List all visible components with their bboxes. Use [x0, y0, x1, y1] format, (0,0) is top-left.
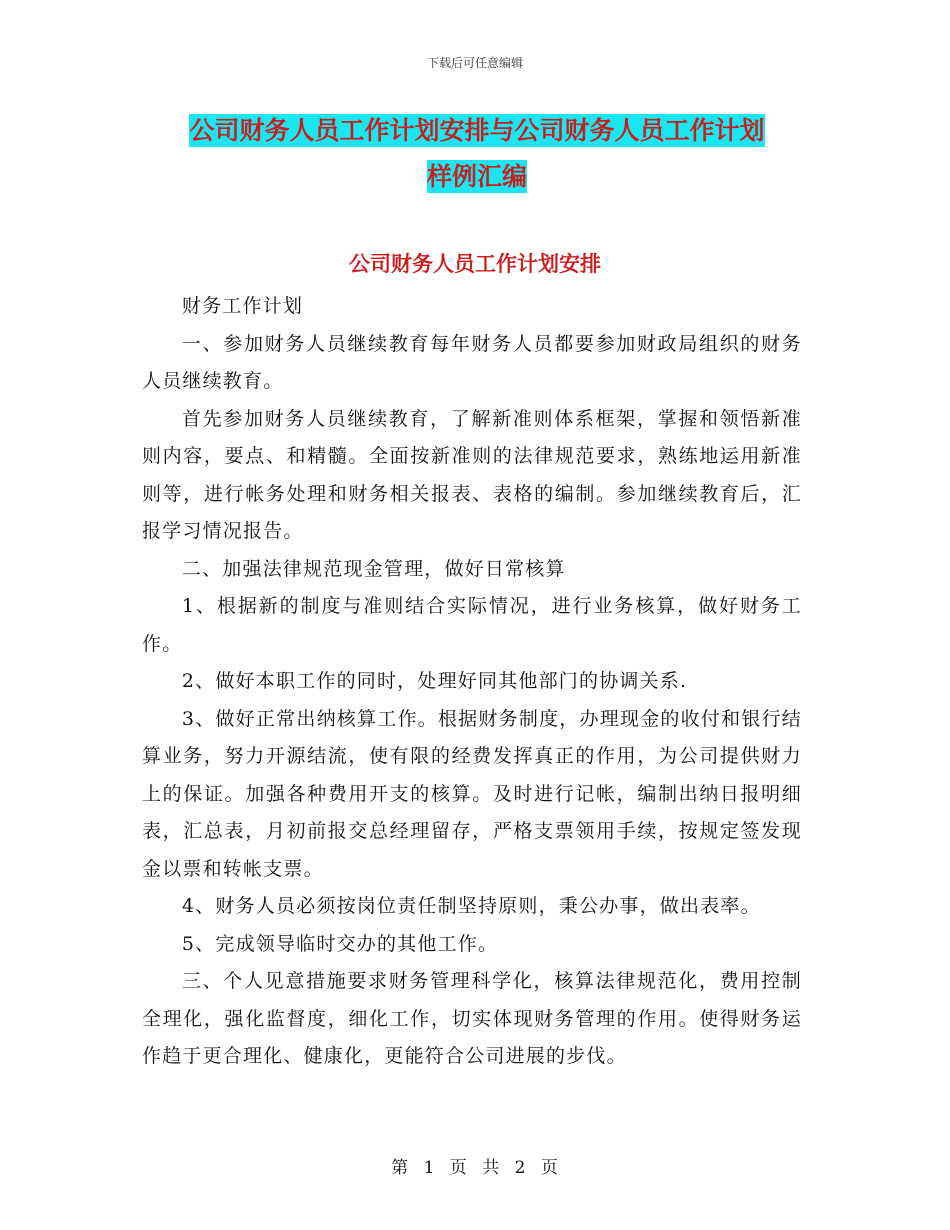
footer-page-char: 页	[449, 1158, 468, 1178]
body-text	[142, 288, 802, 1076]
paragraph: 财务工作计划	[181, 295, 304, 317]
page-footer	[0, 1153, 950, 1178]
document-title-line-2: 样例汇编	[426, 162, 527, 191]
total-page-count: 2	[514, 1158, 527, 1178]
paragraph: 2、做好本职工作的同时，处理好同其他部门的协调关系.	[181, 670, 688, 692]
footer-total-prefix: 共	[482, 1158, 501, 1178]
paragraph: 5、完成领导临时交办的其他工作。	[181, 932, 499, 955]
section-title: 公司财务人员工作计划安排	[349, 252, 601, 276]
paragraph: 4、财务人员必须按岗位责任制坚持原则，秉公办事，做出表率。	[181, 895, 761, 917]
paragraph: 3、做好正常出纳核算工作。根据财务制度，办理现金的收付和银行结算业务，努力开源结流，使有限的经费发挥真正的作用，为公司提供财力上的保证。加强各种费用开支的核算。及时进行记帐，编制出纳日报明细表，汇总表，月初前报交总经理留存，严格支票领用手续，按规定签发现金以票和转帐支票。	[142, 707, 802, 880]
paragraph: 三、个人见意措施要求财务管理科学化，核算法律规范化，费用控制全理化，强化监督度，细化工作，切实体现财务管理的作用。使得财务运作趋于更合理化、健康化，更能符合公司进展的步伐。	[142, 970, 802, 1067]
paragraph: 1、根据新的制度与准则结合实际情况，进行业务核算，做好财务工作。	[142, 595, 802, 655]
paragraph: 二、加强法律规范现金管理，做好日常核算	[181, 557, 566, 580]
header-note: 下载后可任意编辑	[426, 56, 523, 70]
current-page-number: 1	[423, 1158, 436, 1178]
paragraph: 首先参加财务人员继续教育，了解新准则体系框架，掌握和领悟新准则内容，要点、和精髓。全面按新准则的法律规范要求，熟练地运用新准则等，进行帐务处理和财务相关报表、表格的编制。参加继续教育后，汇报学习情况报告。	[142, 407, 802, 542]
document-title	[142, 108, 812, 200]
paragraph: 一、参加财务人员继续教育每年财务人员都要参加财政局组织的财务人员继续教育。	[142, 332, 802, 392]
document-title-line-1: 公司财务人员工作计划安排与公司财务人员工作计划	[189, 116, 765, 145]
footer-prefix: 第	[391, 1158, 410, 1178]
footer-suffix: 页	[540, 1158, 559, 1178]
